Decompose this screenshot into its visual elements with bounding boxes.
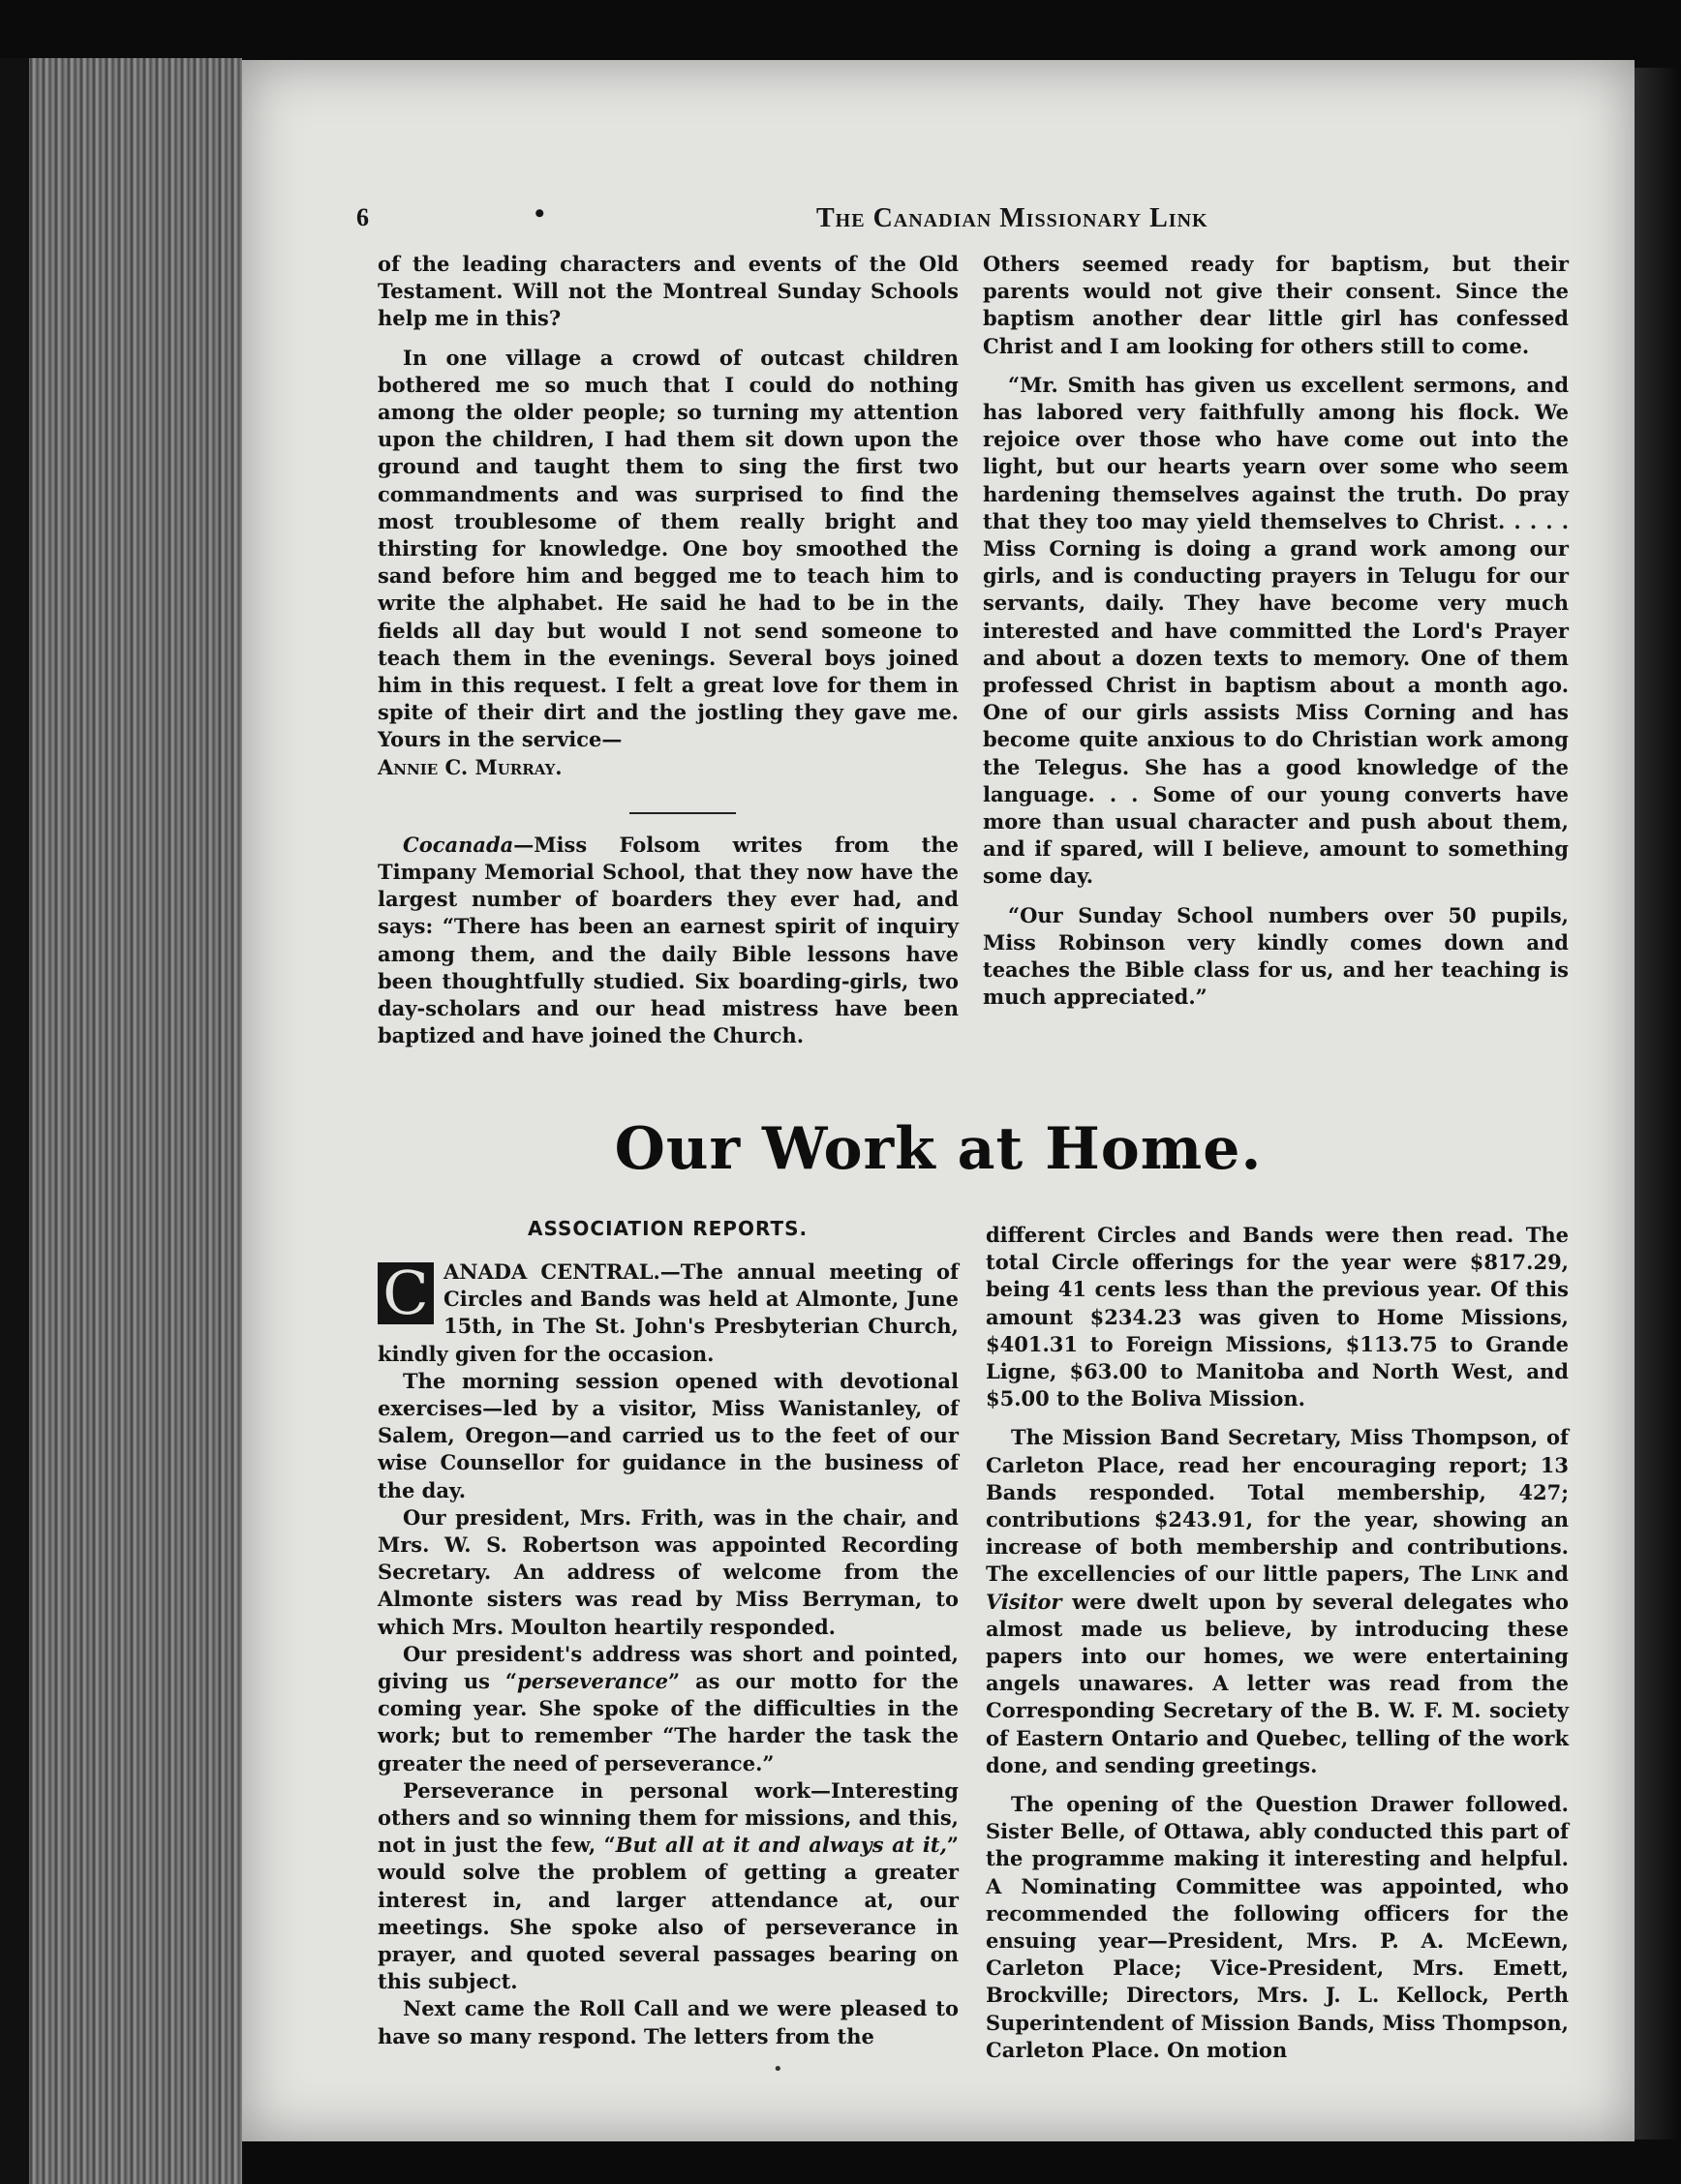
paragraph: The morning session opened with devotional exercises—led by a visitor, Miss Wanistanley, of Salem, Oregon—and carried us to the feet of our wise Counsellor for guidance in the business of the day. [378, 1368, 959, 1502]
paragraph-cocanada [378, 832, 959, 1050]
paragraph-mission-band [986, 1424, 1569, 1779]
column-right-bottom [986, 1222, 1569, 2064]
motto-word: perseverance [517, 1669, 668, 1694]
separator-rule [629, 812, 736, 814]
text-run: Perseverance in personal work—Interesting others and so winning them for missions, and this, not in just the few, “ [378, 1777, 959, 1858]
paragraph-perseverance [378, 1777, 959, 1996]
page-speck: • [773, 2059, 783, 2079]
journal-title: The Canadian Missionary Link [816, 203, 1208, 233]
text-run: ” as our motto for the coming year. She spoke of the difficulties in the work; but to remember “The harder the task the greater the need of perseverance.” [378, 1669, 959, 1775]
paragraph: In one village a crowd of outcast children bothered me so much that I could do nothing among the older people; so turning my attention upon the children, I had them sit down upon the ground and taught them to sing the first two commandments and was surprised to find the most troublesome of them really bright and thirsting for knowledge. One boy smoothed the sand before him and begged me to teach him to write the alphabet. He said he had to be in the fields all day but would I not send someone to teach them in the evenings. Several boys joined him in this request. I felt a great love for them in spite of their dirt and the jostling they gave me. Yours in the service— [378, 345, 959, 752]
drop-cap: C [378, 1262, 434, 1324]
book-edge-shadow [0, 58, 29, 2184]
paragraph: “Mr. Smith has given us excellent sermons, and has labored very faithfully among his flock. We rejoice over those who have come out into the light, but our hearts yearn over some who seem hardening themselves against the truth. Do pray that they too may yield themselves to Christ. . . . . Miss Corning is doing a grand work among our girls, and is conducting prayers in Telugu for our servants, daily. They have become very much interested and have committed the Lord's Prayer and about a dozen texts to memory. One of them professed Christ in baptism about a month ago. One of our girls assists Miss Corning and has become quite anxious to do Christian work among the Telegus. She has a good knowledge of the language. . . Some of our young converts have more than usual character and push about them, and if spared, will I believe, amount to something some day. [983, 372, 1569, 889]
text-run: The Mission Band Secretary, Miss Thompson, of Carleton Place, read her encouraging report; 13 Bands responded. Total membership, 427; contributions $243.91, for the year, showing an increase of both membership and contributions. The excellencies of our little papers, The [986, 1425, 1569, 1587]
column-left-top [378, 251, 959, 1049]
head-separator: • [535, 197, 545, 229]
text-run: Our president's address was short and pointed, giving us “ [378, 1641, 959, 1694]
paragraph: “Our Sunday School numbers over 50 pupils, Miss Robinson very kindly comes down and teaches the Bible class for us, and her teaching is much appreciated.” [983, 902, 1569, 1010]
paragraph: Others seemed ready for baptism, but their parents would not give their consent. Since the baptism another dear little girl has confessed Christ and I am looking for others still to come. [983, 252, 1569, 358]
paragraph: The opening of the Question Drawer followed. Sister Belle, of Ottawa, ably conducted this part of the programme making it interesting and helpful. A Nominating Committee was appointed, who recommended the following officers for the ensuing year—President, Mrs. P. A. McEewn, Carleton Place; Vice-President, Mrs. Emett, Brockville; Directors, Mrs. J. L. Kellock, Perth Superintendent of Mission Bands, Miss Thompson, Carleton Place. On motion [986, 1792, 1569, 2062]
paragraph: Our president, Mrs. Frith, was in the chair, and Mrs. W. S. Robertson was appointed Recording Secretary. An address of welcome from the Almonte sisters was read by Miss Berryman, to which Mrs. Moulton heartily responded. [378, 1504, 959, 1639]
book-right-edge [1635, 68, 1681, 2139]
paper-title-link: Link [1470, 1562, 1518, 1587]
column-right-top [983, 251, 1569, 1011]
paragraph-canada-central [378, 1259, 959, 1368]
text-run: ” would solve the problem of getting a greater interest in, and larger attendance at, our meetings. She spoke also of perseverance in prayer, and quoted several passages bearing on this subject. [378, 1833, 959, 1994]
signature: Annie C. Murray. [378, 754, 563, 779]
paragraph-text: —Miss Folsom writes from the Timpany Memorial School, that they now have the largest number of boarders they ever had, and says: “There has been an earnest spirit of inquiry among them, and the daily Bible lessons have been thoughtfully studied. Six boarding-girls, two day-scholars and our head mistress have been baptized and have joined the Church. [378, 832, 959, 1048]
lead-words: ANADA CENTRAL. [443, 1259, 660, 1284]
paragraph-text: —The annual meeting of Circles and Bands was held at Almonte, June 15th, in The St. John's Presbyterian Church, kindly given for the occasion. [378, 1259, 960, 1366]
paragraph: of the leading characters and events of the Old Testament. Will not the Montreal Sunday Schools help me in this? [378, 252, 959, 331]
paragraph-motto [378, 1641, 959, 1777]
page-number: 6 [356, 203, 369, 231]
text-run: were dwelt upon by several delegates who almost made us believe, by introducing these papers into our homes, we were entertaining angels unawares. A letter was read from the Corresponding Secretary of the B. W. F. M. society of Eastern Ontario and Quebec, telling of the work done, and sending greetings. [986, 1589, 1569, 1777]
quote-phrase: But all at it and always at it, [615, 1833, 947, 1858]
paragraph: Next came the Roll Call and we were pleased to have so many respond. The letters from the [378, 1996, 959, 2048]
place-name: Cocanada [403, 832, 514, 857]
subheading: ASSOCIATION REPORTS. [528, 1217, 809, 1240]
paragraph: different Circles and Bands were then read. The total Circle offerings for the year were $817.29, being 41 cents less than the previous year. Of this amount $234.23 was given to Home Missions, $401.31 to Foreign Missions, $113.75 to Grande Ligne, $63.00 to Manitoba and North West, and $5.00 to the Boliva Mission. [986, 1223, 1569, 1411]
text-run: and [1517, 1562, 1569, 1587]
paper-title-visitor: Visitor [986, 1589, 1062, 1614]
scanned-page [242, 60, 1635, 2141]
running-head [356, 197, 1538, 242]
section-heading: Our Work at Home. [614, 1115, 1263, 1183]
book-page-edges [0, 58, 242, 2184]
column-left-bottom [378, 1259, 959, 2050]
